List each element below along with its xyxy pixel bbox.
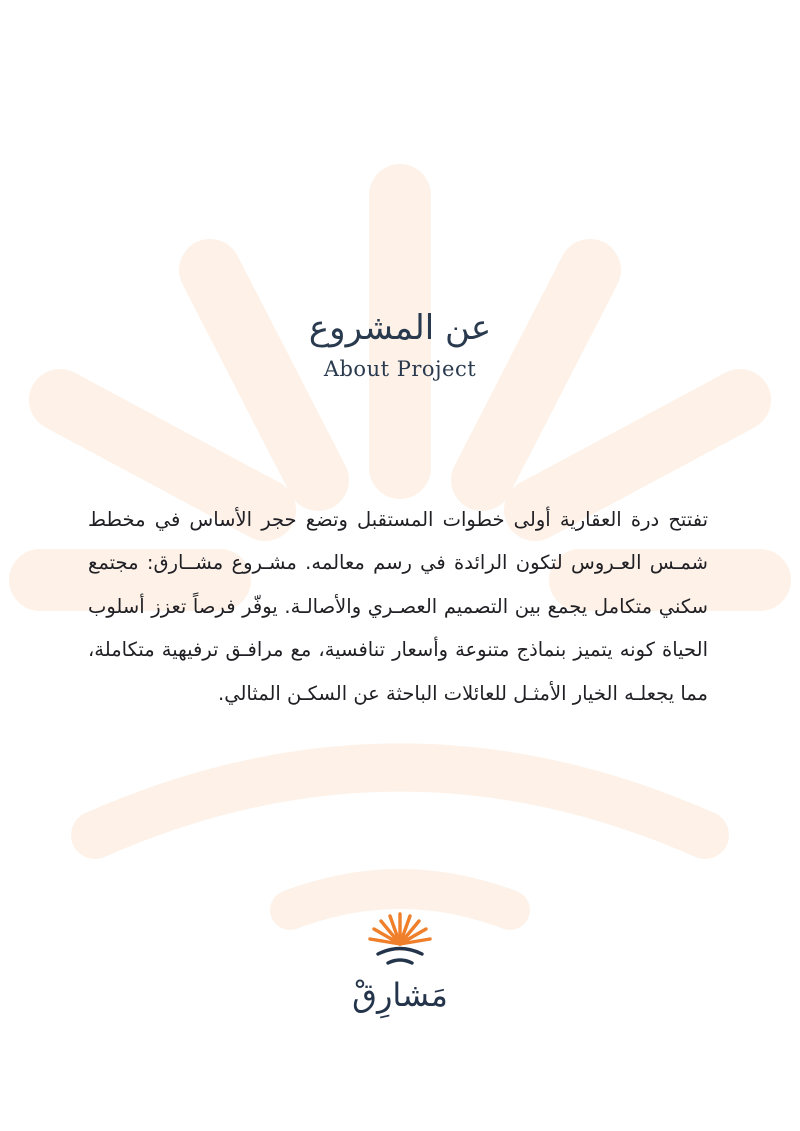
watermark-ray [60, 400, 265, 510]
page-title-english: About Project [323, 357, 477, 381]
watermark-arc [290, 889, 510, 910]
watermark-arc [95, 768, 705, 836]
watermark-ray [535, 400, 740, 510]
logo-wordmark: مَشارِقْ [352, 976, 448, 1014]
page-title-arabic: عن المشروع [308, 308, 492, 348]
mashareq-logo [330, 908, 470, 1028]
sunrise-icon [365, 908, 435, 968]
project-description: تفتتح درة العقارية أولى خطوات المستقبل وتضع حجر الأساس في مخطط شمـس العـروس لتكون الرائدة في رسم معالمه. مشـروع مشــارق: مجتمع سكني متكامل يجمع بين التصميم العصـري والأصالـة. يوفّر فرصاً تعزز أسلوب الحياة كونه يتميز بنماذج متنوعة وأسعار تنافسية، مع مرافـق ترفيهية متكاملة، مما يجعلـه الخيار الأمثـل للعائلات الباحثة عن السكـن المثالي. [88, 507, 708, 705]
